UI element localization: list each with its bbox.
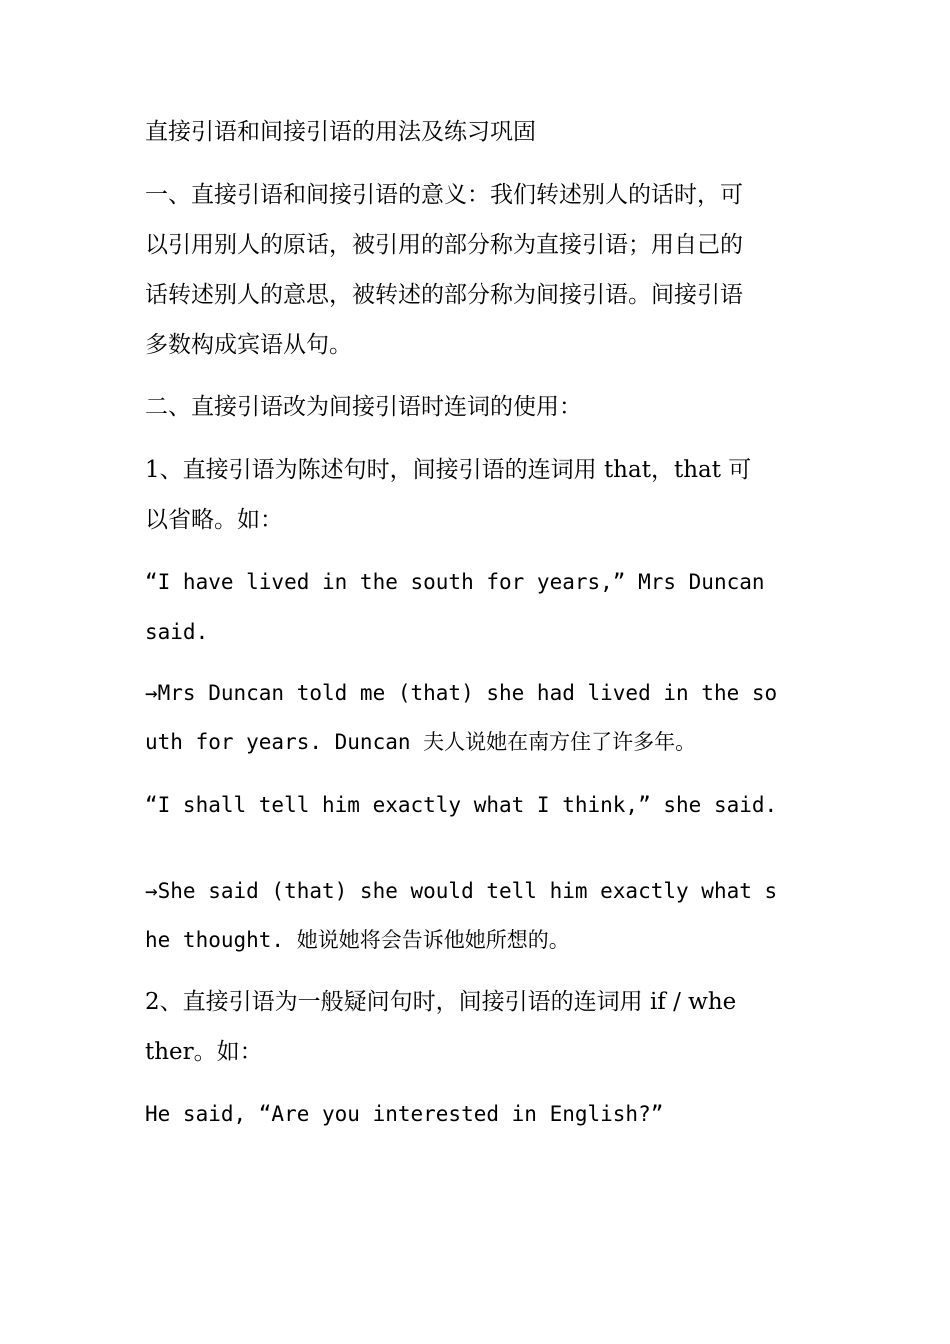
example3-line-1: He said, “Are you interested in English?” [145,1102,664,1126]
rule2-line-2: ther。如： [145,1039,263,1065]
rule2-line-1: 2、直接引语为一般疑问句时，间接引语的连词用 if / whe [145,989,737,1015]
section2-heading: 二、直接引语改为间接引语时连词的使用： [145,394,582,420]
example1-line-4: uth for years. Duncan 夫人说她在南方住了许多年。 [145,730,697,754]
document-title: 直接引语和间接引语的用法及练习巩固 [145,119,536,145]
example2-line-3: he thought. 她说她将会告诉他她所想的。 [145,928,570,952]
section1-line-3: 话转述别人的意思，被转述的部分称为间接引语。间接引语 [145,282,743,308]
example2-line-2: →She said (that) she would tell him exactly what s [145,879,778,903]
section1-line-4: 多数构成宾语从句。 [145,332,352,358]
example2-line-1: “I shall tell him exactly what I think,” she said. [145,793,778,817]
section1-line-2: 以引用别人的原话，被引用的部分称为直接引语；用自己的 [145,232,743,258]
rule1-line-2: 以省略。如： [145,507,283,533]
example1-line-2: said. [145,620,209,644]
section1-line-1: 一、直接引语和间接引语的意义：我们转述别人的话时，可 [145,182,743,208]
rule1-line-1: 1、直接引语为陈述句时，间接引语的连词用 that，that 可 [145,457,752,483]
example1-line-3: →Mrs Duncan told me (that) she had lived in the so [145,681,778,705]
example1-line-1: “I have lived in the south for years,” Mrs Duncan [145,570,765,594]
